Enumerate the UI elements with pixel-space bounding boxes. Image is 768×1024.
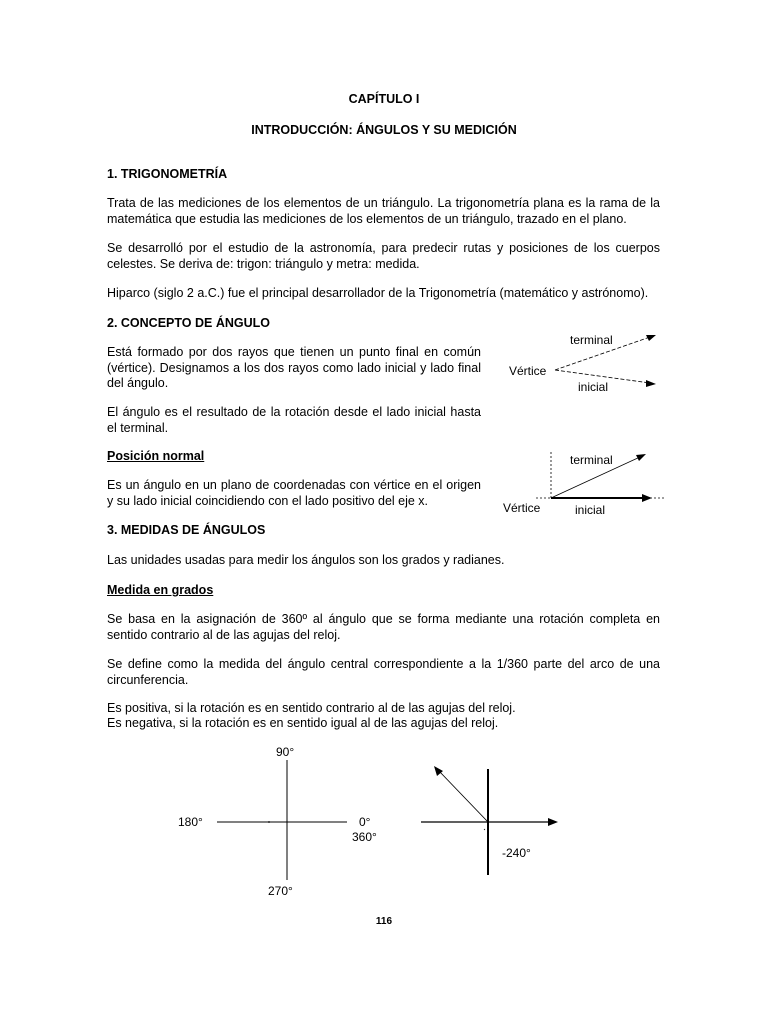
s3-paragraph-1: Las unidades usadas para medir los ángulos son los grados y radianes. bbox=[107, 553, 505, 567]
degree-axes-diagram bbox=[170, 740, 390, 900]
angle-concept-figure bbox=[500, 325, 670, 395]
s3-paragraph-3: Se define como la medida del ángulo central correspondiente a la 1/360 parte del arco de una circunferencia. bbox=[107, 657, 660, 687]
chapter-label: CAPÍTULO I bbox=[348, 92, 420, 106]
chapter-title: INTRODUCCIÓN: ÁNGULOS Y SU MEDICIÓN bbox=[251, 123, 517, 137]
negative-angle-diagram bbox=[418, 763, 568, 881]
section-2-heading: 2. CONCEPTO DE ÁNGULO bbox=[107, 316, 270, 330]
section-1-heading: 1. TRIGONOMETRÍA bbox=[107, 167, 228, 181]
medida-en-grados-heading: Medida en grados bbox=[107, 583, 214, 597]
s2-paragraph-3: Es un ángulo en un plano de coordenadas con vértice en el origen y su lado inicial coincidiendo con el lado positivo del eje x. bbox=[107, 478, 481, 508]
s2-paragraph-1: Está formado por dos rayos que tienen un punto final en común (vértice). Designamos a los dos rayos como lado inicial y lado final del ángulo. bbox=[107, 345, 481, 390]
initial-label-2: inicial bbox=[575, 503, 606, 517]
s3-paragraph-2: Se basa en la asignación de 360º al ángulo que se forma mediante una rotación completa en sentido contrario al de las agujas del reloj. bbox=[107, 612, 660, 642]
s1-paragraph-3: Hiparco (siglo 2 a.C.) fue el principal desarrollador de la Trigonometría (matemático y astrónomo). bbox=[107, 286, 649, 300]
vertex-label-2: Vértice bbox=[503, 501, 541, 515]
label-180: 180° bbox=[178, 815, 203, 829]
s3-paragraph-4b: Es negativa, si la rotación es en sentido igual al de las agujas del reloj. bbox=[107, 716, 499, 730]
label-360: 360° bbox=[352, 830, 377, 844]
vertex-label: Vértice bbox=[509, 364, 547, 378]
degree-axes-figure bbox=[170, 740, 390, 900]
s1-paragraph-2: Se desarrolló por el estudio de la astronomía, para predecir rutas y posiciones de los cuerpos celestes. Se deriva de: trigon: triángulo y metra: medida. bbox=[107, 241, 660, 271]
s1-paragraph-1: Trata de las mediciones de los elementos de un triángulo. La trigonometría plana es la rama de la matemática que estudia las mediciones de los elementos de un triángulo, trazado en el plano. bbox=[107, 196, 660, 226]
page-number: 116 bbox=[375, 916, 393, 927]
terminal-label: terminal bbox=[570, 333, 613, 347]
label-270: 270° bbox=[268, 884, 293, 898]
posicion-normal-heading: Posición normal bbox=[107, 449, 205, 463]
initial-label: inicial bbox=[578, 380, 609, 394]
negative-angle-figure bbox=[418, 763, 568, 881]
section-3-heading: 3. MEDIDAS DE ÁNGULOS bbox=[107, 523, 266, 537]
label-minus-240: -240° bbox=[502, 846, 531, 860]
s3-paragraph-4a: Es positiva, si la rotación es en sentido contrario al de las agujas del reloj. bbox=[107, 701, 516, 715]
s2-paragraph-2: El ángulo es el resultado de la rotación desde el lado inicial hasta el terminal. bbox=[107, 405, 481, 435]
standard-position-figure bbox=[500, 448, 670, 520]
label-0: 0° bbox=[359, 815, 371, 829]
terminal-label-2: terminal bbox=[570, 453, 613, 467]
label-90: 90° bbox=[276, 745, 295, 759]
